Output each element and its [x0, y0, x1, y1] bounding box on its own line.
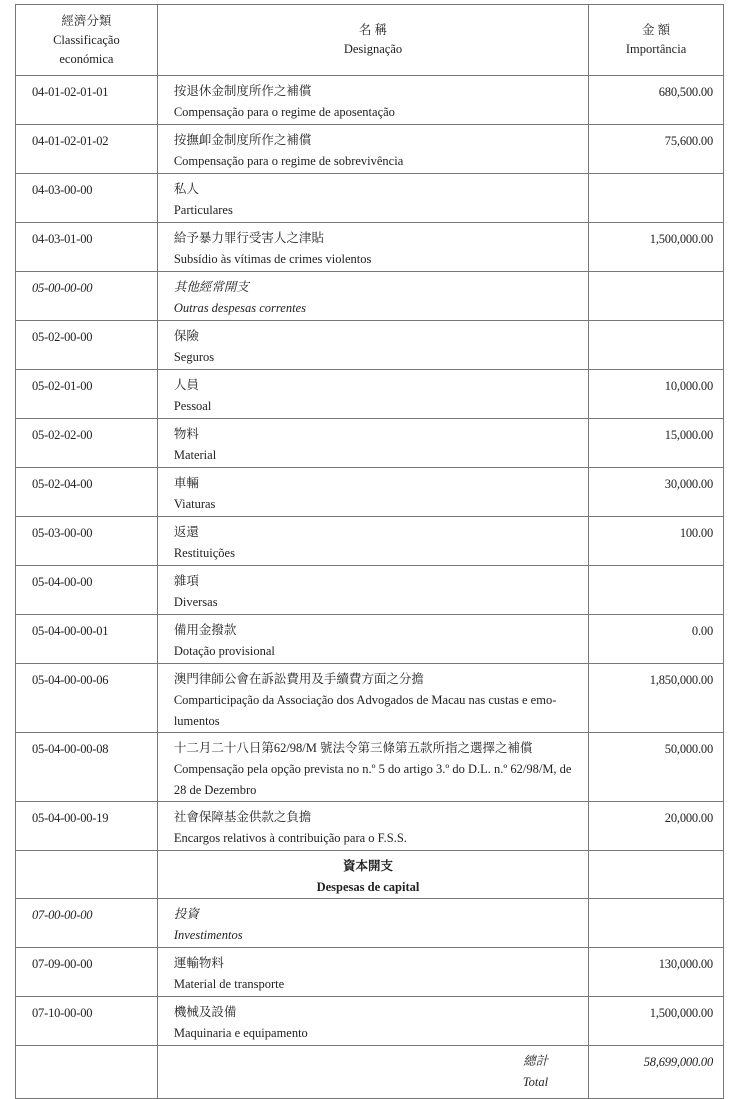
amount: 30,000.00: [589, 468, 724, 517]
designation: [157, 997, 588, 1046]
table-header: [16, 5, 724, 76]
header-classification-zh: 經濟分類: [61, 13, 112, 28]
table-row: [16, 76, 724, 125]
total-amount: 58,699,000.00: [589, 1046, 724, 1099]
table-row: [16, 566, 724, 615]
designation-zh: 備用金撥款: [173, 623, 237, 637]
empty-cell: [589, 851, 724, 899]
designation-zh: 人員: [173, 378, 199, 392]
classification-code: 05-04-00-00: [16, 566, 158, 615]
classification-code: 05-02-04-00: [16, 468, 158, 517]
table-row: [16, 948, 724, 997]
designation-zh: 雜項: [173, 574, 199, 588]
table-row: [16, 321, 724, 370]
designation: [157, 517, 588, 566]
designation-pt: Dotação provisional: [173, 644, 275, 658]
table-row: [16, 174, 724, 223]
amount: 1,500,000.00: [589, 223, 724, 272]
designation-zh: 投資: [173, 907, 199, 921]
designation: [157, 76, 588, 125]
designation-zh: 機械及設備: [173, 1005, 237, 1019]
designation-pt: Particulares: [173, 203, 233, 217]
amount: [589, 321, 724, 370]
table-row: [16, 899, 724, 948]
designation-zh: 社會保障基金供款之負擔: [173, 810, 312, 824]
amount: [589, 566, 724, 615]
designation: [157, 468, 588, 517]
header-classification-pt-2: económica: [59, 51, 114, 66]
table-row: [16, 664, 724, 733]
amount: 50,000.00: [589, 733, 724, 802]
amount: 75,600.00: [589, 125, 724, 174]
table-row: [16, 272, 724, 321]
amount: 130,000.00: [589, 948, 724, 997]
designation: [157, 566, 588, 615]
classification-code: 05-04-00-00-01: [16, 615, 158, 664]
designation-zh: 其他經常開支: [173, 280, 249, 294]
designation-zh: 車輛: [173, 476, 199, 490]
designation-pt: Diversas: [173, 595, 218, 609]
designation-pt: Compensação para o regime de sobrevivência: [173, 154, 404, 168]
amount: 680,500.00: [589, 76, 724, 125]
designation-pt: Outras despesas correntes: [173, 301, 306, 315]
designation-pt: Viaturas: [173, 497, 216, 511]
classification-code: 05-04-00-00-19: [16, 802, 158, 851]
table-row: [16, 370, 724, 419]
designation: [157, 802, 588, 851]
designation: [157, 733, 588, 802]
classification-code: 07-10-00-00: [16, 997, 158, 1046]
table-row: [16, 223, 724, 272]
classification-code: 04-01-02-01-02: [16, 125, 158, 174]
classification-code: 05-02-02-00: [16, 419, 158, 468]
empty-cell: [16, 1046, 158, 1099]
designation-pt: Encargos relativos à contribuição para o F.S.S.: [173, 831, 407, 845]
table-row: [16, 419, 724, 468]
amount: [589, 899, 724, 948]
designation-pt: Restituições: [173, 546, 235, 560]
total-label-pt: Total: [522, 1075, 549, 1089]
designation-zh: 保險: [173, 329, 199, 343]
amount: 1,850,000.00: [589, 664, 724, 733]
classification-code: 05-02-00-00: [16, 321, 158, 370]
amount: 1,500,000.00: [589, 997, 724, 1046]
classification-code: 05-04-00-00-06: [16, 664, 158, 733]
table-row: [16, 615, 724, 664]
header-amount-pt: Importância: [625, 42, 687, 56]
table-row: [16, 802, 724, 851]
header-designation: [157, 5, 588, 76]
designation-pt: Pessoal: [173, 399, 212, 413]
empty-cell: [16, 851, 158, 899]
total-row: [16, 1046, 724, 1099]
designation-zh: 私人: [173, 182, 199, 196]
designation-zh: 澳門律師公會在訴訟費用及手續費方面之分擔: [173, 672, 424, 686]
designation-pt: Subsídio às vítimas de crimes violentos: [173, 252, 372, 266]
header-designation-zh: 名 稱: [358, 23, 388, 37]
designation-zh: 十二月二十八日第62/98/M 號法令第三條第五款所指之選擇之補償: [173, 741, 533, 755]
designation-zh: 返還: [173, 525, 199, 539]
designation-zh: 按撫卹金制度所作之補償: [173, 133, 312, 147]
header-classification: [16, 5, 158, 76]
designation-pt: Seguros: [173, 350, 215, 364]
designation: [157, 370, 588, 419]
classification-code: 05-00-00-00: [16, 272, 158, 321]
budget-table: [15, 4, 724, 1099]
total-label: [157, 1046, 588, 1099]
designation-pt: Compensação pela opção prevista no n.º 5 do artigo 3.º do D.L. n.º 62/98/M, de 28 de Dezembro: [173, 762, 572, 797]
designation-zh: 給予暴力罪行受害人之津貼: [173, 231, 324, 245]
header-designation-pt: Designação: [343, 42, 403, 56]
section-title-zh: 資本開支: [342, 859, 393, 873]
designation-pt: Comparticipação da Associação dos Advogados de Macau nas custas e emo-lumentos: [173, 693, 557, 728]
designation: [157, 321, 588, 370]
table-row: [16, 997, 724, 1046]
amount: 100.00: [589, 517, 724, 566]
designation-zh: 物料: [173, 427, 199, 441]
section-title-pt: Despesas de capital: [316, 880, 420, 894]
classification-code: 04-01-02-01-01: [16, 76, 158, 125]
designation: [157, 664, 588, 733]
amount: 15,000.00: [589, 419, 724, 468]
designation-zh: 運輸物料: [173, 956, 224, 970]
amount: 10,000.00: [589, 370, 724, 419]
header-amount: [589, 5, 724, 76]
table-row: [16, 733, 724, 802]
header-classification-pt: Classificação: [53, 32, 120, 47]
table-row: [16, 517, 724, 566]
amount: [589, 272, 724, 321]
designation: [157, 272, 588, 321]
designation: [157, 615, 588, 664]
header-amount-zh: 金 額: [641, 23, 671, 37]
designation: [157, 174, 588, 223]
designation-pt: Material de transporte: [173, 977, 285, 991]
amount: [589, 174, 724, 223]
designation: [157, 125, 588, 174]
classification-code: 05-04-00-00-08: [16, 733, 158, 802]
designation: [157, 419, 588, 468]
designation-pt: Maquinaria e equipamento: [173, 1026, 308, 1040]
section-capital-row: [16, 851, 724, 899]
designation-pt: Investimentos: [173, 928, 243, 942]
amount: 20,000.00: [589, 802, 724, 851]
classification-code: 07-09-00-00: [16, 948, 158, 997]
classification-code: 07-00-00-00: [16, 899, 158, 948]
designation-zh: 按退休金制度所作之補償: [173, 84, 312, 98]
amount: 0.00: [589, 615, 724, 664]
classification-code: 04-03-00-00: [16, 174, 158, 223]
designation: [157, 948, 588, 997]
classification-code: 04-03-01-00: [16, 223, 158, 272]
designation: [157, 899, 588, 948]
classification-code: 05-02-01-00: [16, 370, 158, 419]
designation-pt: Compensação para o regime de aposentação: [173, 105, 395, 119]
total-label-zh: 總計: [523, 1054, 549, 1068]
designation: [157, 223, 588, 272]
table-row: [16, 125, 724, 174]
classification-code: 05-03-00-00: [16, 517, 158, 566]
designation-pt: Material: [173, 448, 217, 462]
section-title: [157, 851, 588, 899]
table-row: [16, 468, 724, 517]
